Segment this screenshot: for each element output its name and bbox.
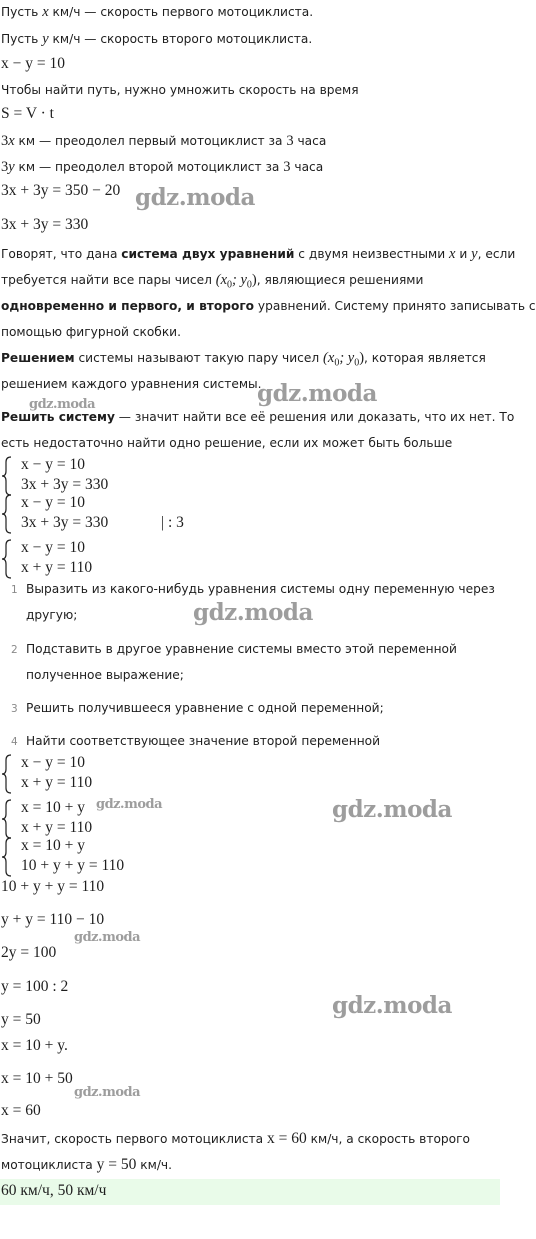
system-row: 3x + 3y = 330: [21, 514, 109, 531]
solution-step: y = 100 : 2: [1, 978, 69, 995]
brace-icon: [1, 456, 13, 496]
watermark: gdz.moda: [74, 1085, 141, 1100]
equation-difference: x − y = 10: [1, 55, 65, 72]
intro-line-3: Чтобы найти путь, нужно умножить скорость на время: [1, 83, 359, 97]
theory-line-6: решением каждого уравнения системы.: [1, 377, 262, 391]
step-number: 2: [11, 644, 18, 656]
theory-line-5: Решением системы называют такую пару чисел ($x_0$; $y_0$), которая является: [1, 350, 486, 369]
system-row: x = 10 + y: [21, 837, 85, 854]
watermark: gdz.moda: [332, 796, 452, 823]
step-4-line-1: Найти соответствующее значение второй переменной: [26, 734, 381, 748]
intro-line-4: 3x км — преодолел первый мотоциклист за 3 часа: [1, 133, 327, 149]
solution-step: y = 50: [1, 1011, 41, 1028]
solution-step: x = 10 + y.: [1, 1037, 68, 1054]
answer-text: 60 км/ч, 50 км/ч: [1, 1182, 107, 1199]
system-row: x + y = 110: [21, 774, 93, 791]
watermark: gdz.moda: [135, 184, 255, 211]
watermark: gdz.moda: [332, 992, 452, 1019]
step-1-line-2: другую;: [26, 608, 78, 622]
brace-icon: [1, 799, 13, 839]
theory-line-1: Говорят, что дана система двух уравнений с двумя неизвестными x и y, если: [1, 246, 516, 262]
intro-line-2: Пусть y км/ч — скорость второго мотоциклиста.: [1, 31, 313, 47]
solution-step: x = 10 + 50: [1, 1070, 73, 1087]
system-row: x + y = 110: [21, 559, 93, 576]
brace-icon: [1, 754, 13, 794]
theory-line-4: помощью фигурной скобки.: [1, 325, 181, 339]
step-1-line-1: Выразить из какого-нибудь уравнения системы одну переменную через: [26, 582, 495, 596]
watermark: gdz.moda: [257, 380, 377, 407]
step-number: 4: [11, 736, 18, 748]
equation-sum: 3x + 3y = 330: [1, 216, 89, 233]
system-row: x − y = 10: [21, 754, 85, 771]
brace-icon: [1, 494, 13, 534]
theory-line-8: есть недостаточно найти одно решение, если их может быть больше: [1, 436, 453, 450]
watermark: gdz.moda: [193, 599, 313, 626]
solution-step: 10 + y + y = 110: [1, 878, 105, 895]
step-2-line-2: полученное выражение;: [26, 668, 184, 682]
system-row: x = 10 + y: [21, 799, 85, 816]
theory-line-2: требуется найти все пары чисел ($x_0$; $y_0$), являющиеся решениями: [1, 272, 424, 291]
formula-path: S = V · t: [1, 105, 54, 122]
system-row: 10 + y + y = 110: [21, 857, 125, 874]
step-2-line-1: Подставить в другое уравнение системы вместо этой переменной: [26, 642, 457, 656]
system-row: x − y = 10: [21, 539, 85, 556]
conclusion-line-1: Значит, скорость первого мотоциклиста x = 60 км/ч, а скорость второго: [1, 1130, 470, 1147]
brace-icon: [1, 837, 13, 877]
theory-line-3: одновременно и первого, и второго уравнений. Систему принято записывать с: [1, 299, 536, 313]
divide-note: | : 3: [161, 514, 184, 531]
solution-step: 2y = 100: [1, 944, 57, 961]
step-number: 3: [11, 703, 18, 715]
system-row: 3x + 3y = 330: [21, 476, 109, 493]
watermark: gdz.moda: [74, 930, 141, 945]
intro-line-1: Пусть x км/ч — скорость первого мотоциклиста.: [1, 4, 314, 20]
step-3-line-1: Решить получившееся уравнение с одной переменной;: [26, 701, 384, 715]
intro-line-5: 3y км — преодолел второй мотоциклист за 3 часа: [1, 159, 324, 175]
brace-icon: [1, 539, 13, 579]
theory-line-7: Решить систему — значит найти все её решения или доказать, что их нет. То: [1, 410, 515, 424]
system-row: x + y = 110: [21, 819, 93, 836]
step-number: 1: [11, 584, 18, 596]
conclusion-line-2: мотоциклиста y = 50 км/ч.: [1, 1156, 173, 1173]
watermark: gdz.moda: [29, 397, 96, 412]
system-row: x − y = 10: [21, 494, 85, 511]
solution-step: x = 60: [1, 1102, 41, 1119]
equation-sum-raw: 3x + 3y = 350 − 20: [1, 182, 121, 199]
solution-step: y + y = 110 − 10: [1, 911, 105, 928]
answer-box: [0, 1179, 500, 1205]
system-row: x − y = 10: [21, 456, 85, 473]
watermark: gdz.moda: [96, 797, 163, 812]
